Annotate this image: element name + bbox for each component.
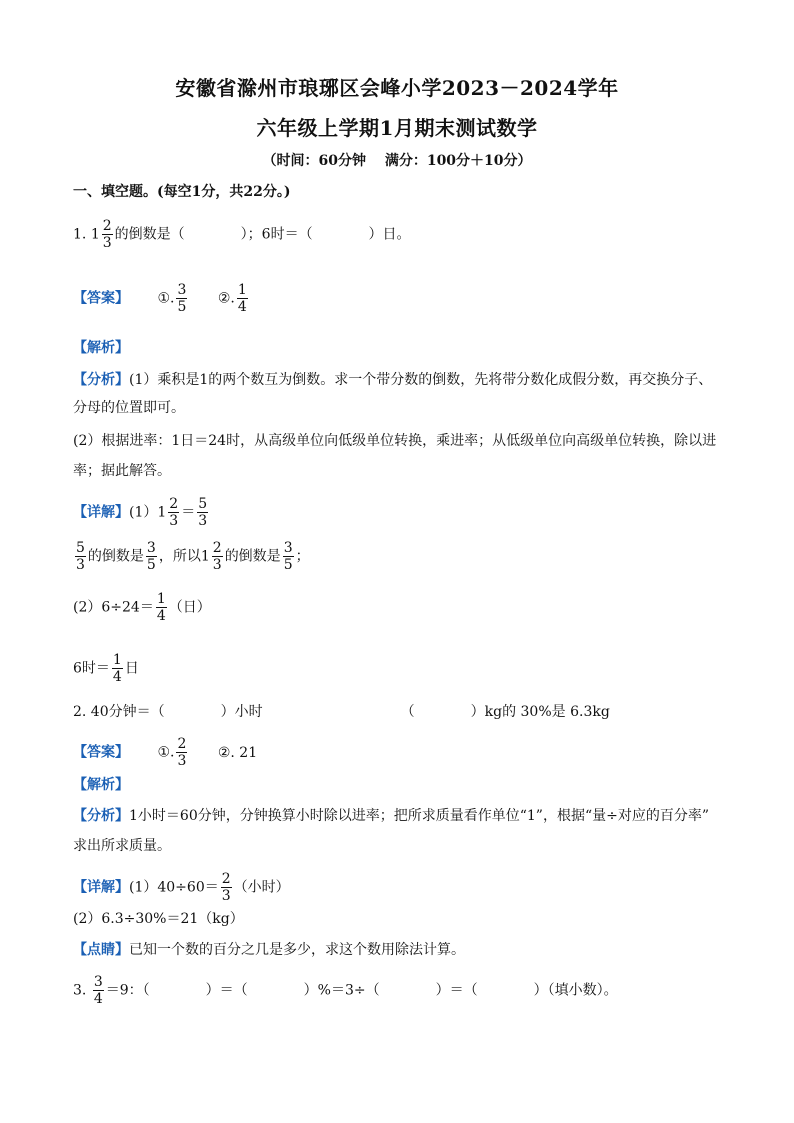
question-text: 的倒数是（ ）；6时＝（ ）日。 xyxy=(114,226,411,243)
fraction xyxy=(197,496,208,529)
detail-text: ； xyxy=(295,548,310,565)
denominator: 4 xyxy=(112,669,122,685)
detail-text: (1）40÷60＝ xyxy=(129,879,219,896)
fraction xyxy=(237,282,248,315)
numerator: 3 xyxy=(93,974,103,990)
answer-label: 【答案】 xyxy=(73,290,129,307)
mixed-whole: 1 xyxy=(90,226,100,243)
fenxi-label: 【分析】 xyxy=(73,808,129,824)
answer-mark: ②. xyxy=(217,290,235,307)
answer-mark: ①. xyxy=(157,744,175,761)
denominator: 4 xyxy=(93,991,103,1007)
fraction xyxy=(176,282,187,315)
question-number: 1. xyxy=(73,226,87,243)
denominator: 5 xyxy=(283,557,293,573)
fenxi-line-1b: 分母的位置即可。 xyxy=(73,400,185,416)
mixed-whole: 1 xyxy=(200,548,210,565)
fraction xyxy=(146,540,157,573)
fraction xyxy=(176,736,187,769)
detail-text: 的倒数是 xyxy=(224,548,281,565)
denominator: 3 xyxy=(76,557,85,573)
question-text: （ ）kg的 30%是 6.3kg xyxy=(400,704,610,720)
detail-line-1 xyxy=(73,871,290,904)
fraction xyxy=(112,652,123,685)
denominator: 4 xyxy=(156,608,166,624)
question-1 xyxy=(73,218,411,251)
numerator: 3 xyxy=(283,540,293,556)
numerator: 2 xyxy=(212,540,222,556)
fraction xyxy=(102,218,113,251)
detail-line-1 xyxy=(73,496,210,529)
numerator: 2 xyxy=(177,736,187,752)
fraction xyxy=(93,974,104,1007)
detail-text: （小时） xyxy=(233,879,290,896)
detail-text: 的倒数是 xyxy=(87,548,144,565)
question-3 xyxy=(73,974,618,1007)
detail-line-3 xyxy=(73,591,211,624)
detail-prefix: (1） xyxy=(129,504,158,521)
detail-text: ，所以 xyxy=(158,548,201,565)
detail-text: 6时＝ xyxy=(73,660,110,677)
numerator: 3 xyxy=(146,540,156,556)
question-number: 3. xyxy=(73,982,87,999)
fenxi-text: (1）乘积是1的两个数互为倒数。求一个带分数的倒数，先将带分数化成假分数，再交换分子、 xyxy=(129,372,713,388)
numerator: 5 xyxy=(198,496,208,512)
numerator: 1 xyxy=(112,652,122,668)
detail-text: 日 xyxy=(124,660,139,677)
numerator: 5 xyxy=(76,540,85,556)
fenxi-text: 1小时＝60分钟，分钟换算小时除以进率；把所求质量看作单位“1”，根据“量÷对应的百分率” xyxy=(129,808,709,824)
question-2 xyxy=(73,702,610,722)
question-text: 2. 40分钟＝（ ）小时 xyxy=(73,704,263,720)
denominator: 5 xyxy=(177,299,187,315)
fenxi-line-1 xyxy=(73,370,712,390)
fraction xyxy=(168,496,179,529)
exam-info: （时间：60分钟 满分：100分＋10分） xyxy=(262,153,532,169)
fenxi-label: 【分析】 xyxy=(73,372,129,388)
answer-mark: ①. xyxy=(157,290,175,307)
mixed-whole: 1 xyxy=(157,504,167,521)
denominator: 3 xyxy=(212,557,222,573)
title-line-1: 安徽省滁州市琅琊区会峰小学2023－2024学年 xyxy=(175,76,619,100)
analysis-label: 【解析】 xyxy=(73,340,129,356)
detail-line-2 xyxy=(73,540,310,573)
detail-line-4 xyxy=(73,652,139,685)
detail-text: (2）6÷24＝ xyxy=(73,599,154,616)
fenxi-line-1b: 求出所求质量。 xyxy=(73,838,171,854)
detail-text: （日） xyxy=(168,599,211,616)
fraction xyxy=(221,871,232,904)
fraction xyxy=(212,540,223,573)
denominator: 3 xyxy=(102,235,112,251)
numerator: 2 xyxy=(102,218,112,234)
numerator: 2 xyxy=(169,496,179,512)
answer-mark: ②. 21 xyxy=(217,744,258,761)
tip-line xyxy=(73,940,465,960)
fraction xyxy=(156,591,167,624)
analysis-label: 【解析】 xyxy=(73,777,129,793)
section-heading: 一、填空题。(每空1分，共22分。) xyxy=(73,184,291,200)
detail-label: 【详解】 xyxy=(73,504,129,521)
denominator: 5 xyxy=(146,557,156,573)
denominator: 3 xyxy=(177,753,187,769)
denominator: 4 xyxy=(237,299,247,315)
tip-text: 已知一个数的百分之几是多少，求这个数用除法计算。 xyxy=(129,942,465,958)
answer-label: 【答案】 xyxy=(73,744,129,761)
numerator: 2 xyxy=(221,871,231,887)
tip-label: 【点睛】 xyxy=(73,942,129,958)
fraction xyxy=(75,540,86,573)
fenxi-line-2b: 率；据此解答。 xyxy=(73,463,171,479)
fenxi-line-1 xyxy=(73,806,709,826)
title-line-2: 六年级上学期1月期末测试数学 xyxy=(256,116,538,140)
answer-2 xyxy=(73,736,257,769)
detail-label: 【详解】 xyxy=(73,879,129,896)
question-text: ＝9：（ ）＝（ ）%＝3÷（ ）＝（ ）（填小数）。 xyxy=(105,982,618,999)
denominator: 3 xyxy=(198,513,208,529)
answer-1 xyxy=(73,282,250,315)
numerator: 1 xyxy=(156,591,166,607)
detail-line-2: (2）6.3÷30%＝21（kg） xyxy=(73,911,244,927)
denominator: 3 xyxy=(169,513,179,529)
fraction xyxy=(283,540,294,573)
numerator: 3 xyxy=(177,282,187,298)
fenxi-line-2: (2）根据进率：1日＝24时，从高级单位向低级单位转换，乘进率；从低级单位向高级单位转换，除以进 xyxy=(73,433,717,449)
equals: ＝ xyxy=(181,504,196,521)
denominator: 3 xyxy=(221,888,231,904)
numerator: 1 xyxy=(237,282,247,298)
